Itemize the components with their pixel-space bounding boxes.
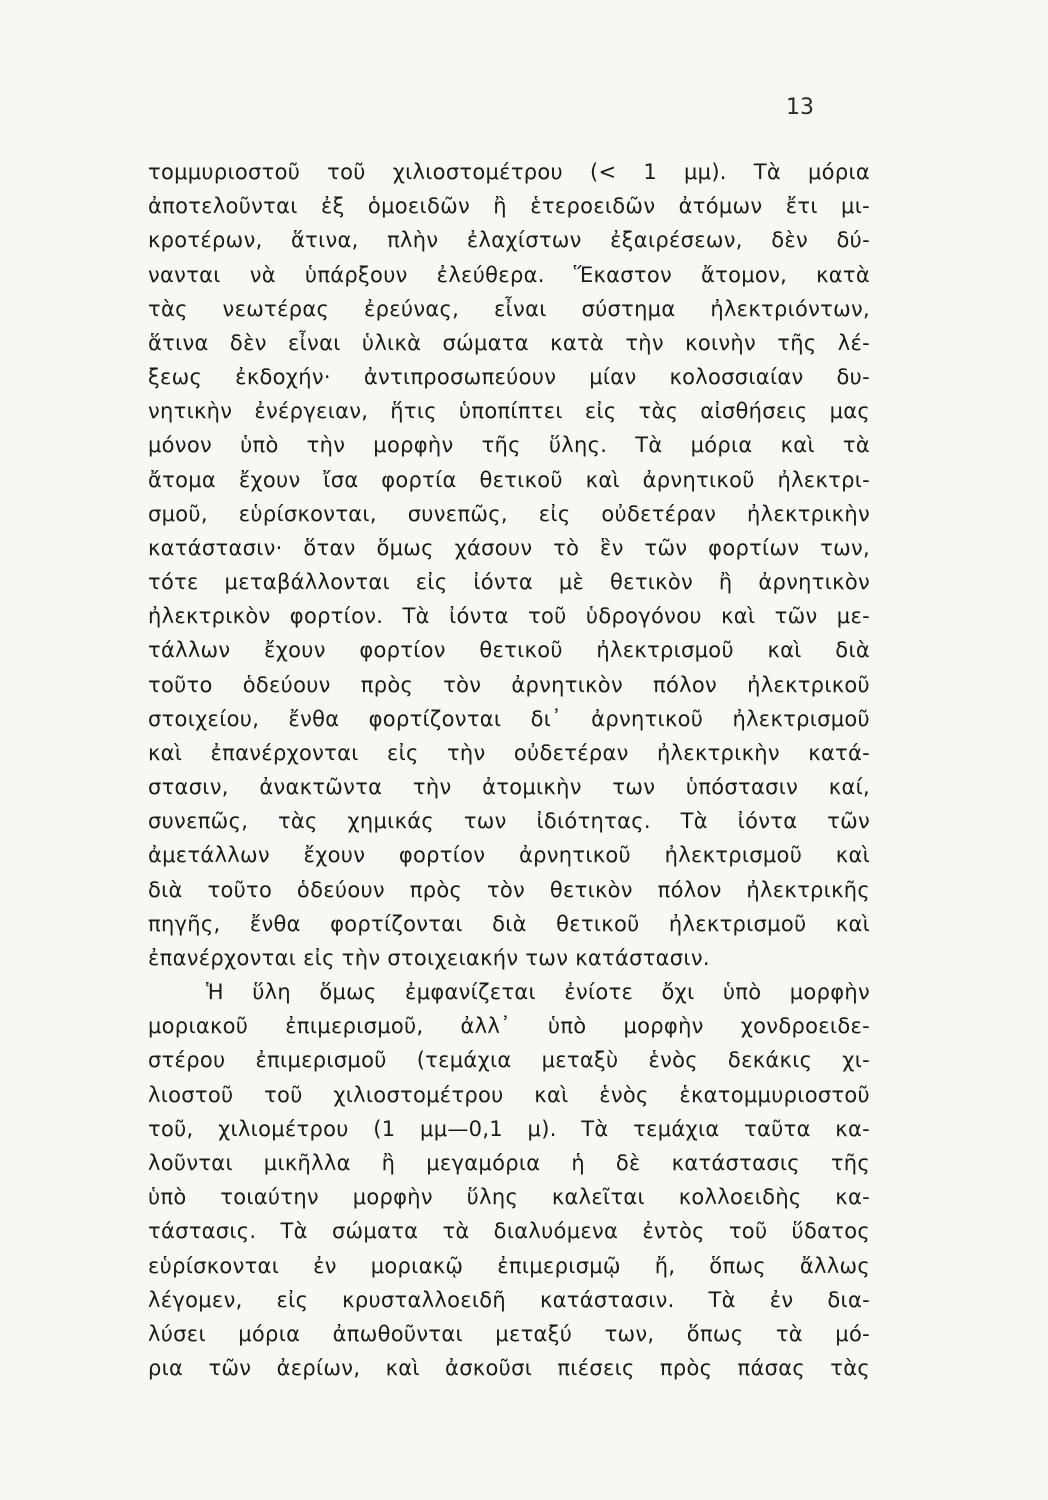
text-line: ἀμετάλλων ἔχουν φορτίον ἀρνητικοῦ ἠλεκτρισμοῦ καὶ xyxy=(148,843,870,868)
text-line: λοῦνται μικῆλλα ἢ μεγαμόρια ἡ δὲ κατάστασις τῆς xyxy=(148,1150,870,1175)
text-line: διὰ τοῦτο ὁδεύουν πρὸς τὸν θετικὸν πόλον ἠλεκτρικῆς xyxy=(148,877,870,902)
text-line: ἠλεκτρικὸν φορτίον. Τὰ ἰόντα τοῦ ὑδρογόνου καὶ τῶν με- xyxy=(148,604,870,629)
text-line: ξεως ἐκδοχήν· ἀντιπροσωπεύουν μίαν κολοσσιαίαν δυ- xyxy=(148,365,870,390)
text-line: στοιχείου, ἔνθα φορτίζονται δι᾽ ἀρνητικοῦ ἠλεκτρισμοῦ xyxy=(148,706,870,731)
text-line: τότε μεταβάλλονται εἰς ἰόντα μὲ θετικὸν ἢ ἀρνητικὸν xyxy=(148,570,870,595)
text-line: τοῦ, χιλιομέτρου (1 μμ—0,1 μ). Τὰ τεμάχια ταῦτα κα- xyxy=(148,1116,870,1141)
text-line: Ἡ ὕλη ὅμως ἐμφανίζεται ἐνίοτε ὄχι ὑπὸ μορφὴν xyxy=(206,980,870,1005)
text-line: νητικὴν ἐνέργειαν, ἥτις ὑποπίπτει εἰς τὰς αἰσθήσεις μας xyxy=(148,399,870,424)
text-line: τάλλων ἔχουν φορτίον θετικοῦ ἠλεκτρισμοῦ καὶ διὰ xyxy=(148,638,870,663)
text-line: ἄτομα ἔχουν ἴσα φορτία θετικοῦ καὶ ἀρνητικοῦ ἠλεκτρι- xyxy=(148,467,870,492)
text-line: ἅτινα δὲν εἶναι ὑλικὰ σώματα κατὰ τὴν κοινὴν τῆς λέ- xyxy=(148,330,870,355)
text-line: εὑρίσκονται ἐν μοριακῷ ἐπιμερισμῷ ἤ, ὅπως ἄλλως xyxy=(148,1253,870,1278)
text-line: σμοῦ, εὑρίσκονται, συνεπῶς, εἰς οὐδετέραν ἠλεκτρικὴν xyxy=(148,501,870,526)
text-line: κροτέρων, ἅτινα, πλὴν ἐλαχίστων ἐξαιρέσεων, δὲν δύ- xyxy=(148,228,870,253)
text-line: λύσει μόρια ἀπωθοῦνται μεταξύ των, ὅπως τὰ μό- xyxy=(148,1321,870,1346)
text-line: κατάστασιν· ὅταν ὅμως χάσουν τὸ ἓν τῶν φορτίων των, xyxy=(148,535,870,560)
text-line: νανται νὰ ὑπάρξουν ἐλεύθερα. Ἕκαστον ἄτομον, κατὰ xyxy=(148,262,870,287)
body-text xyxy=(148,155,870,1385)
text-line: συνεπῶς, τὰς χημικάς των ἰδιότητας. Τὰ ἰόντα τῶν xyxy=(148,809,870,834)
text-line: τοῦτο ὁδεύουν πρὸς τὸν ἀρνητικὸν πόλον ἠλεκτρικοῦ xyxy=(148,672,870,697)
text-line: μόνον ὑπὸ τὴν μορφὴν τῆς ὕλης. Τὰ μόρια καὶ τὰ xyxy=(148,433,870,458)
text-line: ἀποτελοῦνται ἐξ ὁμοειδῶν ἢ ἑτεροειδῶν ἀτόμων ἔτι μι- xyxy=(148,194,870,219)
text-line: τάστασις. Τὰ σώματα τὰ διαλυόμενα ἐντὸς τοῦ ὕδατος xyxy=(148,1219,870,1244)
text-line: μοριακοῦ ἐπιμερισμοῦ, ἀλλ᾽ ὑπὸ μορφὴν χονδροειδε- xyxy=(148,1014,870,1039)
page-number: 13 xyxy=(786,95,814,120)
text-line: τομμυριοστοῦ τοῦ χιλιοστομέτρου (< 1 μμ). Τὰ μόρια xyxy=(148,160,870,184)
text-line: στασιν, ἀνακτῶντα τὴν ἀτομικὴν των ὑπόστασιν καί, xyxy=(148,775,870,800)
text-line: ἐπανέρχονται εἰς τὴν στοιχειακήν των κατάστασιν. xyxy=(148,945,710,970)
text-line: καὶ ἐπανέρχονται εἰς τὴν οὐδετέραν ἠλεκτρικὴν κατά- xyxy=(148,740,870,765)
text-line: ρια τῶν ἀερίων, καὶ ἀσκοῦσι πιέσεις πρὸς πάσας τὰς xyxy=(148,1356,870,1381)
text-line: στέρου ἐπιμερισμοῦ (τεμάχια μεταξὺ ἑνὸς δεκάκις χι- xyxy=(148,1048,870,1073)
text-line: ὑπὸ τοιαύτην μορφὴν ὕλης καλεῖται κολλοειδὴς κα- xyxy=(148,1185,870,1210)
text-line: λέγομεν, εἰς κρυσταλλοειδῆ κατάστασιν. Τὰ ἐν δια- xyxy=(148,1287,870,1312)
text-line: λιοστοῦ τοῦ χιλιοστομέτρου καὶ ἑνὸς ἑκατομμυριοστοῦ xyxy=(148,1082,870,1107)
text-line: τὰς νεωτέρας ἐρεύνας, εἶναι σύστημα ἠλεκτριόντων, xyxy=(148,296,870,321)
text-line: πηγῆς, ἔνθα φορτίζονται διὰ θετικοῦ ἠλεκτρισμοῦ καὶ xyxy=(148,911,870,936)
